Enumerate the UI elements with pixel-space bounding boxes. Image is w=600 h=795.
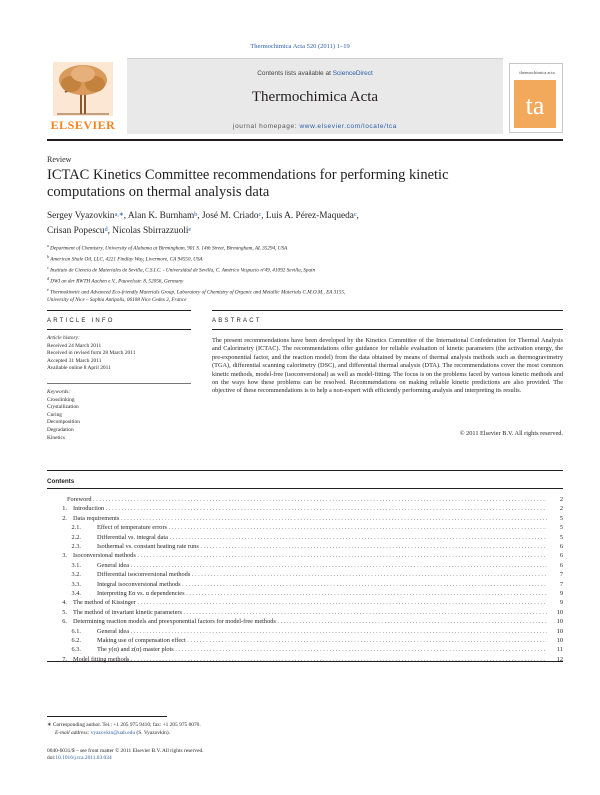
contents-bottom-rule bbox=[47, 661, 563, 662]
affiliation-text: University of Nice – Sophia Antipolis, 06108 Nice Cedex 2, France bbox=[47, 296, 187, 303]
email-note bbox=[55, 730, 170, 737]
toc-entry[interactable] bbox=[47, 561, 563, 570]
front-matter-meta bbox=[47, 748, 204, 763]
article-info-heading: ARTICLE INFO bbox=[47, 318, 115, 324]
author-separator: , bbox=[261, 211, 266, 221]
author-name[interactable]: Sergey Vyazovkin bbox=[47, 211, 115, 221]
toc-entry[interactable] bbox=[47, 570, 563, 579]
publisher-name: ELSEVIER bbox=[50, 118, 116, 132]
author-affil-mark[interactable]: e bbox=[188, 227, 192, 233]
keyword-item: Kinetics bbox=[47, 434, 65, 441]
journal-cover[interactable] bbox=[509, 63, 563, 133]
toc-entry-number: 6.1. bbox=[71, 627, 81, 635]
toc-entry-title[interactable]: General idea . . . bbox=[97, 561, 547, 570]
keywords-block bbox=[47, 389, 191, 442]
toc-entry-number: 6.2. bbox=[71, 637, 81, 644]
article-info-sub-rule bbox=[47, 329, 191, 330]
toc-entry-number: 2.1. bbox=[71, 524, 81, 532]
toc-entry-title[interactable]: Model fitting methods . . . bbox=[73, 655, 547, 664]
author-separator: , bbox=[107, 226, 113, 236]
author-separator: , bbox=[123, 211, 128, 221]
toc-entry-page[interactable]: 10 bbox=[549, 608, 563, 617]
affiliation-mark: d bbox=[47, 275, 49, 281]
cover-logo-text: ta bbox=[525, 91, 545, 120]
article-title bbox=[47, 167, 563, 201]
article-info-top-rule bbox=[47, 310, 191, 311]
toc-entry[interactable] bbox=[47, 608, 563, 617]
header-rule bbox=[47, 139, 563, 141]
contents-available-line bbox=[127, 70, 503, 77]
doi-link[interactable]: 10.1016/j.tca.2011.03.034 bbox=[55, 755, 112, 762]
toc-entry-page[interactable]: 5 bbox=[549, 533, 563, 542]
affiliation-item bbox=[47, 242, 563, 253]
contents-prefix: Contents lists available at bbox=[257, 70, 333, 77]
toc-entry-page[interactable]: 5 bbox=[549, 523, 563, 532]
affiliation-text: Thermokinetic and Advanced Eco-friendly Materials Group, Laboratory of Chemistry of Organic and Metallic Materials C.M.O.M., EA 3155, bbox=[50, 289, 346, 296]
affiliation-text: Department of Chemistry, University of Alabama at Birmingham, 901 S. 14th Street, Birmingham, AL 35294, USA bbox=[50, 245, 288, 252]
author-name[interactable]: Luis A. Pérez-Maqueda bbox=[265, 211, 354, 221]
toc-entry[interactable] bbox=[47, 514, 563, 523]
cover-logo-icon bbox=[514, 80, 556, 128]
journal-reference[interactable]: Thermochimica Acta 520 (2011) 1–19 bbox=[250, 43, 350, 50]
author-name[interactable]: Alan K. Burnham bbox=[127, 211, 195, 221]
toc-entry[interactable] bbox=[47, 589, 563, 598]
email-suffix: (S. Vyazovkin). bbox=[135, 730, 171, 736]
toc-entry-number: 6.3. bbox=[71, 646, 81, 654]
toc-entry-page[interactable]: 10 bbox=[549, 636, 563, 645]
toc-entry[interactable] bbox=[47, 551, 563, 560]
affiliation-item bbox=[47, 253, 563, 264]
author-list bbox=[47, 209, 563, 239]
toc-entry-page[interactable]: 9 bbox=[549, 589, 563, 598]
toc-entry-number: 3.3. bbox=[71, 580, 81, 588]
author-affil-mark[interactable]: b bbox=[194, 212, 198, 218]
toc-entry[interactable] bbox=[47, 636, 563, 645]
toc-entry-page[interactable]: 2 bbox=[549, 495, 563, 504]
toc-entry-number: 4. bbox=[62, 599, 67, 607]
keywords-label: Keywords: bbox=[47, 389, 71, 395]
author-name[interactable]: Nicolas Sbirrazzuoli bbox=[112, 226, 189, 236]
toc-entry-page[interactable]: 6 bbox=[549, 561, 563, 570]
keyword-item: Degradation bbox=[47, 426, 74, 433]
toc-entry-title[interactable]: Effect of temperature errors . . . bbox=[97, 523, 547, 532]
toc-entry-number: 3.2. bbox=[71, 571, 81, 579]
affiliation-text: American Shale Oil, LLC, 4221 Findlay Way, Livermore, CA 94550, USA bbox=[50, 256, 203, 263]
issn-line: 0040-6031/$ – see front matter © 2011 Elsevier B.V. All rights reserved. bbox=[47, 748, 204, 754]
toc-entry[interactable] bbox=[47, 598, 563, 607]
title-line-1: ICTAC Kinetics Committee recommendations for performing kinetic bbox=[47, 167, 449, 183]
toc-entry-title[interactable]: Isothermal vs. constant heating rate runs . . . bbox=[97, 542, 547, 551]
toc-entry-page[interactable]: 6 bbox=[549, 542, 563, 551]
toc-entry-title[interactable]: General idea . . . bbox=[97, 627, 547, 636]
abstract-top-rule bbox=[212, 310, 563, 311]
abstract-text: The present recommendations have been developed by the Kinetics Committee of the International Confederation for Thermal Analysis and Calorimetry (ICTAC). The recommendations offer guidance for reliable evaluation of kinetic parameters (the activation energy, the pre-exponential factor, and the reaction model) from the data obtained by means of thermal analysis methods such as thermogravimetry (TGA), differential scanning calorimetry (DSC), and differential thermal analysis (DTA). The recommendations cover the most common kinetic methods, model-free (isoconversional) as well as model-fitting. The focus is on the problems faced by various kinetic methods and on the ways how these problems can be resolved. Recommendations on making reliable kinetic predictions are also provided. The objective of these recommendations is to help a non-expert with efficiently performing analysis and interpreting its results. bbox=[212, 337, 563, 395]
toc-entry[interactable] bbox=[47, 523, 563, 532]
toc-entry-number: 3.4. bbox=[71, 590, 81, 597]
abstract-sub-rule bbox=[212, 329, 563, 330]
corresponding-author-note: ∗ Corresponding author. Tel.: +1 205 975 9410; fax: +1 205 975 0070. bbox=[47, 722, 201, 728]
toc-entry-number: 6. bbox=[62, 618, 67, 626]
toc-entry-number: 1. bbox=[62, 505, 67, 513]
toc-entry-title[interactable]: Integral isoconversional methods . . . bbox=[97, 580, 547, 589]
toc-entry[interactable] bbox=[47, 617, 563, 626]
toc-entry-number: 2.3. bbox=[71, 543, 81, 550]
affiliation-item bbox=[47, 264, 563, 275]
toc-entry[interactable] bbox=[47, 580, 563, 589]
toc-entry-page[interactable]: 9 bbox=[549, 598, 563, 607]
affiliation-text: Instituto de Ciencia de Materiales de Sevilla, C.S.I.C. - Universidad de Sevilla, C. Américo Vespucio nº49, 41092 Sevilla, Spain bbox=[50, 267, 316, 274]
toc-entry-title[interactable]: Determining reaction models and preexponential factors for model-free methods . . . bbox=[73, 617, 547, 626]
email-label: E-mail address: bbox=[55, 730, 91, 736]
doi-prefix: doi: bbox=[47, 755, 56, 762]
homepage-label: journal homepage: bbox=[233, 123, 300, 130]
article-history bbox=[47, 335, 191, 373]
toc-entry-title[interactable]: Differential vs. integral data . . . bbox=[97, 533, 547, 542]
contents-top-rule bbox=[47, 470, 563, 471]
author-name[interactable]: Crisan Popescu bbox=[47, 226, 105, 236]
toc-entry-title[interactable]: The y(α) and z(α) master plots . . . bbox=[97, 645, 547, 654]
author-affil-mark[interactable]: c bbox=[258, 212, 262, 218]
toc-entry-title[interactable]: The method of invariant kinetic parameters . . . bbox=[73, 608, 547, 617]
toc-entry[interactable] bbox=[47, 542, 563, 551]
contents-heading: Contents bbox=[47, 478, 75, 485]
toc-entry-title[interactable]: Foreword . . . bbox=[67, 495, 547, 504]
toc-entry-page[interactable]: 6 bbox=[549, 551, 563, 560]
author-affil-mark[interactable]: c bbox=[353, 212, 357, 218]
toc-entry[interactable] bbox=[47, 627, 563, 636]
toc-entry-title[interactable]: Isoconversional methods . . . bbox=[73, 551, 547, 560]
author-affil-mark[interactable]: a,∗ bbox=[114, 212, 124, 218]
toc-entry[interactable] bbox=[47, 645, 563, 654]
keyword-item: Decomposition bbox=[47, 419, 80, 426]
toc-entry[interactable] bbox=[47, 533, 563, 542]
affiliation-mark: a bbox=[47, 243, 49, 248]
affiliation-mark: c bbox=[47, 264, 49, 270]
affiliations bbox=[47, 242, 563, 304]
author-separator: , bbox=[197, 211, 202, 221]
affiliation-item bbox=[47, 297, 563, 304]
history-item: Received in revised form 28 March 2011 bbox=[47, 350, 136, 357]
footnote-rule bbox=[47, 716, 167, 717]
history-item: Accepted 31 March 2011 bbox=[47, 357, 102, 364]
toc-entry-title[interactable]: The method of Kissinger . . . bbox=[73, 598, 547, 607]
toc-entry-number: 3. bbox=[62, 552, 67, 560]
history-label: Article history: bbox=[47, 335, 80, 341]
copyright-line: © 2011 Elsevier B.V. All rights reserved. bbox=[459, 430, 563, 437]
toc-entry-title[interactable]: Introduction . . . bbox=[73, 504, 547, 513]
toc-entry-page[interactable]: 10 bbox=[549, 627, 563, 636]
toc-entry-page[interactable]: 5 bbox=[549, 514, 563, 523]
cover-title: thermochimica acta bbox=[519, 70, 555, 75]
affiliation-text: DWI an der RWTH Aachen e.V., Pauwelsstr. 8, 52056, Germany bbox=[50, 278, 184, 285]
toc-entry-page[interactable]: 7 bbox=[549, 570, 563, 579]
toc-entry-number: 2.2. bbox=[71, 533, 81, 541]
article-type: Review bbox=[47, 155, 72, 164]
doi-line bbox=[47, 755, 204, 762]
author-separator: , bbox=[356, 211, 359, 221]
affiliation-mark: b bbox=[47, 253, 49, 259]
journal-banner bbox=[127, 58, 503, 134]
toc-entry-title[interactable]: Differential isoconversional methods . . . bbox=[97, 570, 547, 579]
keyword-item: Crystallization bbox=[47, 404, 79, 411]
history-item: Received 24 March 2011 bbox=[47, 342, 102, 349]
affiliation-mark: e bbox=[47, 286, 49, 292]
toc-entry-number: 3.1. bbox=[71, 561, 81, 569]
homepage-link[interactable]: www.elsevier.com/locate/tca bbox=[299, 123, 397, 130]
toc-entry-title[interactable]: Data requirements . . . bbox=[73, 514, 547, 523]
toc-entry[interactable] bbox=[47, 655, 563, 664]
journal-name: Thermochimica Acta bbox=[251, 89, 379, 105]
elsevier-logo[interactable] bbox=[47, 58, 119, 134]
toc-entry-page[interactable]: 10 bbox=[549, 617, 563, 626]
toc-entry-page[interactable]: 11 bbox=[549, 645, 563, 654]
toc-entry-page[interactable]: 7 bbox=[549, 580, 563, 589]
history-item: Available online 8 April 2011 bbox=[47, 365, 111, 372]
toc-entry-page[interactable]: 2 bbox=[549, 504, 563, 513]
journal-header bbox=[47, 58, 563, 134]
affiliation-item bbox=[47, 275, 563, 286]
toc-entry-number: 2. bbox=[62, 514, 67, 522]
sciencedirect-link[interactable]: ScienceDirect bbox=[332, 70, 373, 77]
author-affil-mark[interactable]: d bbox=[104, 227, 108, 233]
toc-entry[interactable] bbox=[47, 495, 563, 504]
keyword-item: Crosslinking bbox=[47, 396, 75, 403]
abstract-heading: ABSTRACT bbox=[212, 318, 262, 324]
toc-entry-title[interactable]: Interpreting Eα vs. α dependencies . . . bbox=[97, 589, 547, 598]
elsevier-tree-icon bbox=[53, 62, 113, 116]
affiliation-item bbox=[47, 286, 563, 297]
email-link[interactable]: vyazovkin@uab.edu bbox=[90, 730, 136, 736]
journal-homepage-line bbox=[127, 123, 503, 130]
toc-entry[interactable] bbox=[47, 504, 563, 513]
toc-entry-title[interactable]: Making use of compensation effect . . . bbox=[97, 636, 547, 645]
contents-sub-rule bbox=[47, 488, 563, 489]
toc-entry-number: 7. bbox=[62, 655, 67, 663]
title-line-2: computations on thermal analysis data bbox=[47, 184, 270, 200]
toc-entry-page[interactable]: 12 bbox=[549, 655, 563, 664]
toc-entry-number: 5. bbox=[62, 608, 67, 616]
keyword-item: Curing bbox=[47, 411, 62, 418]
author-name[interactable]: José M. Criado bbox=[201, 211, 259, 221]
